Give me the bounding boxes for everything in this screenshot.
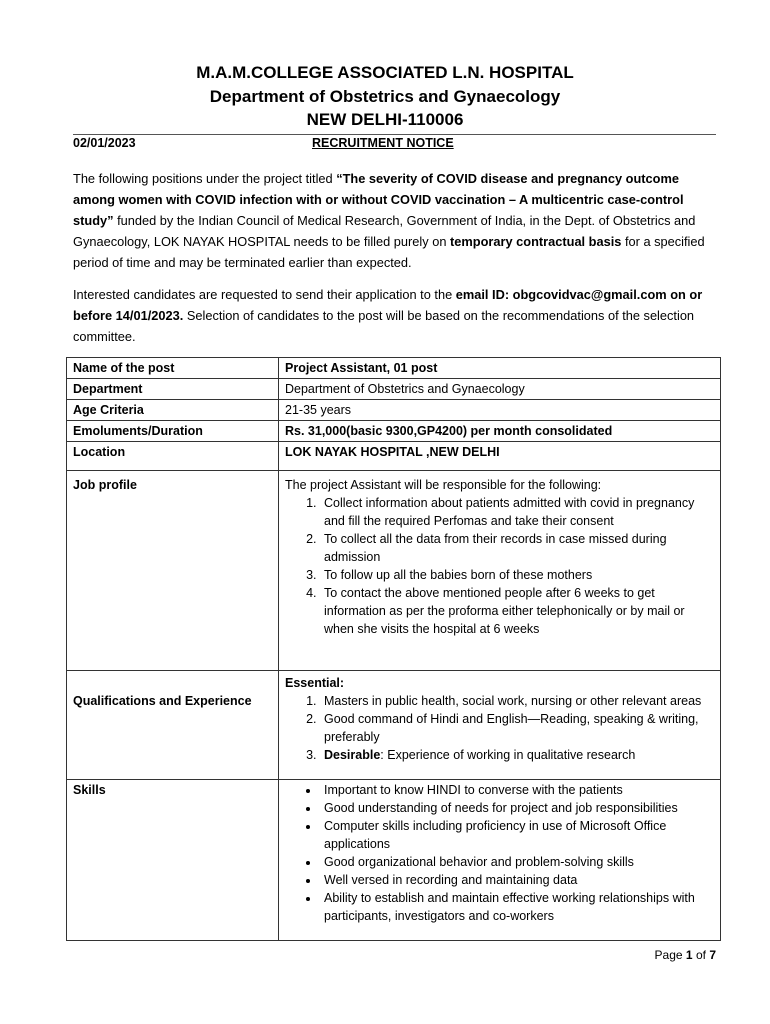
row-label: Emoluments/Duration (67, 421, 279, 442)
of-word: of (695, 948, 706, 962)
job-intro: The project Assistant will be responsible for the following: (285, 478, 602, 492)
list-item: 4. To contact the above mentioned people after 6 weeks to get information as per the proforma either telephonically or by mail or when she visits the hospital at 6 weeks (320, 584, 714, 638)
project-title: “The severity of COVID disease and pregnancy outcome among women with COVID infection with or without COVID vaccination – A multicentric case-control study” (73, 171, 684, 228)
notice-title: RECRUITMENT NOTICE (312, 136, 454, 150)
qualifications-heading: Essential: (285, 676, 345, 690)
intro-text-e: for a specified period of time and may be terminated earlier than expected. (73, 234, 705, 270)
row-value (279, 780, 721, 941)
application-text-c: Selection of candidates to the post will be based on the recommendations of the selection committee. (73, 308, 695, 344)
table-row (67, 442, 721, 471)
application-text-a: Interested candidates are requested to send their application to the (73, 287, 456, 302)
application-email: email ID: obgcovidvac@gmail.com on or before 14/01/2023. (73, 287, 703, 323)
qualifications-label: Qualifications and Experience (73, 694, 252, 708)
table-row (67, 400, 721, 421)
application-paragraph (73, 284, 723, 347)
qualifications-list (285, 692, 714, 764)
skills-list (285, 781, 714, 925)
list-item: • Important to know HINDI to converse with the patients (320, 781, 714, 799)
intro-text-c: funded by the Indian Council of Medical Research, Government of India, in the Dept. of Obstetrics and Gynaecology, LOK NAYAK HOSPITAL needs to be filled purely on (73, 213, 696, 249)
list-item: • Good understanding of needs for project and job responsibilities (320, 799, 714, 817)
table-row (67, 379, 721, 400)
list-item (320, 746, 714, 764)
list-item: 1. Masters in public health, social work, nursing or other relevant areas (320, 692, 714, 710)
table-row (67, 780, 721, 941)
desirable-text: : Experience of working in qualitative research (380, 748, 636, 762)
header-department: Department of Obstetrics and Gynaecology (209, 87, 561, 106)
row-value: Project Assistant, 01 post (279, 358, 721, 379)
intro-paragraph (73, 168, 723, 273)
header-city: NEW DELHI-110006 (306, 110, 464, 129)
list-item: 2. Good command of Hindi and English—Reading, speaking & writing, preferably (320, 710, 714, 746)
job-list (285, 494, 714, 638)
contract-basis: temporary contractual basis (450, 234, 622, 249)
list-item: • Ability to establish and maintain effective working relationships with participants, investigators and co-workers (320, 889, 714, 925)
notice-date: 02/01/2023 (73, 136, 136, 150)
row-value: Rs. 31,000(basic 9300,GP4200) per month consolidated (279, 421, 721, 442)
row-label: Job profile (67, 471, 279, 671)
header-divider (73, 134, 716, 135)
list-item: 2. To collect all the data from their records in case missed during admission (320, 530, 714, 566)
row-label: Age Criteria (67, 400, 279, 421)
list-item: • Computer skills including proficiency in use of Microsoft Office applications (320, 817, 714, 853)
total-pages: 7 (709, 948, 716, 962)
row-label: Name of the post (67, 358, 279, 379)
row-value: 21-35 years (279, 400, 721, 421)
page-word: Page (654, 948, 683, 962)
post-details-table (66, 357, 721, 941)
row-label (67, 671, 279, 780)
list-item: 3. To follow up all the babies born of these mothers (320, 566, 714, 584)
row-value: Department of Obstetrics and Gynaecology (279, 379, 721, 400)
row-value: LOK NAYAK HOSPITAL ,NEW DELHI (279, 442, 721, 471)
row-label: Department (67, 379, 279, 400)
row-label: Skills (67, 780, 279, 941)
table-row (67, 671, 721, 780)
intro-text-a: The following positions under the project titled (73, 171, 337, 186)
list-item: 1. Collect information about patients admitted with covid in pregnancy and fill the required Perfomas and take their consent (320, 494, 714, 530)
desirable-label: Desirable (324, 748, 381, 762)
page-number (655, 948, 716, 962)
list-item: • Well versed in recording and maintaining data (320, 871, 714, 889)
table-row (67, 471, 721, 671)
row-label: Location (67, 442, 279, 471)
table-row (67, 421, 721, 442)
current-page: 1 (685, 948, 693, 962)
list-item: • Good organizational behavior and problem-solving skills (320, 853, 714, 871)
header-institution: M.A.M.COLLEGE ASSOCIATED L.N. HOSPITAL (196, 63, 574, 82)
row-value (279, 471, 721, 671)
row-value (279, 671, 721, 780)
table-row (67, 358, 721, 379)
